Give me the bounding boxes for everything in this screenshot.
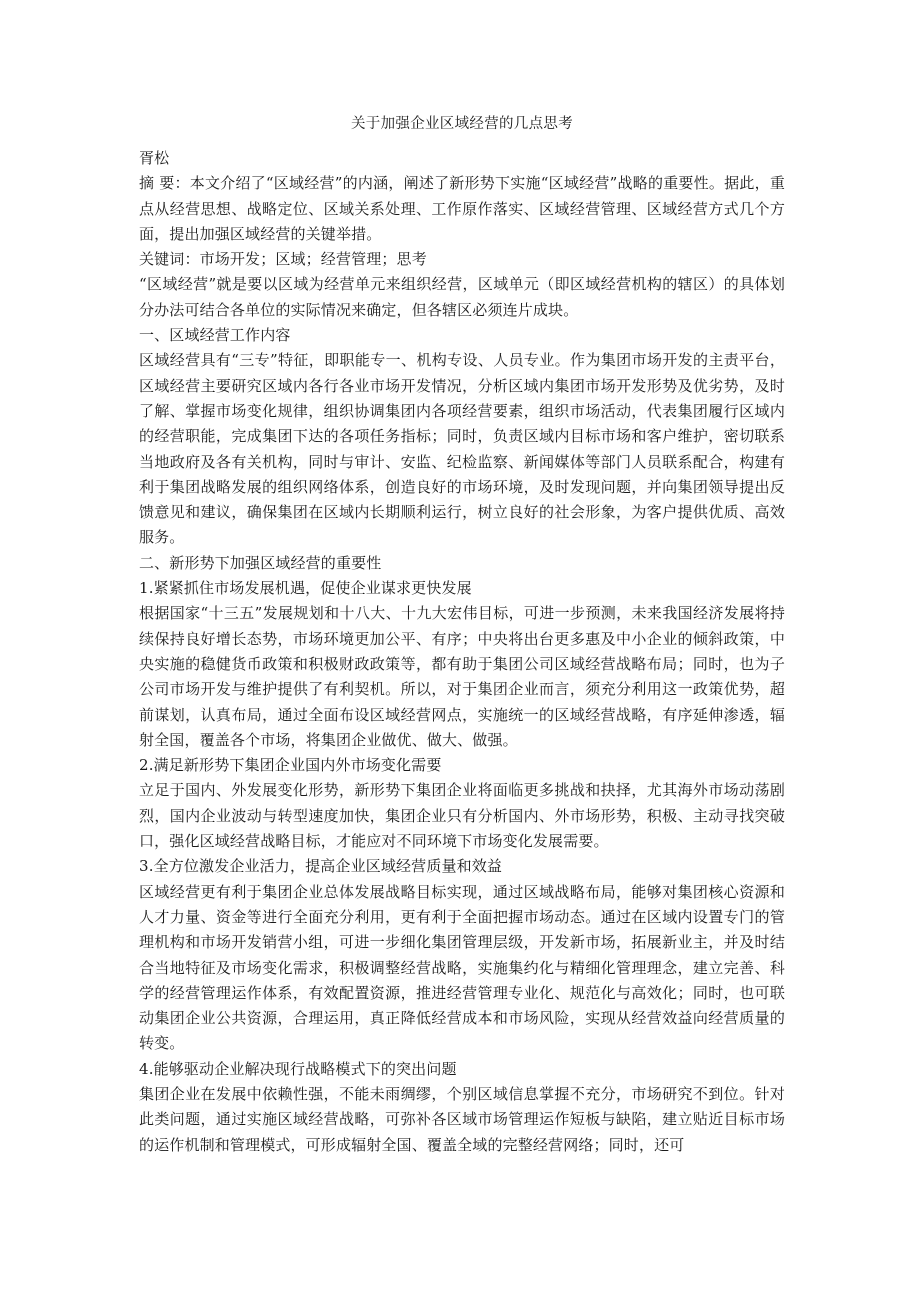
subsection-heading-3: 3.全方位激发企业活力，提高企业区域经营质量和效益 — [139, 857, 503, 876]
document-title: 关于加强企业区域经营的几点思考 — [351, 116, 573, 132]
section-heading-2: 二、新形势下加强区域经营的重要性 — [139, 553, 382, 572]
body-paragraph: 集团企业在发展中依赖性强，不能未雨绸缪，个别区域信息掌握不充分，市场研究不到位。针对此类问题，通过实施区域经营战略，可弥补各区域市场管理运作短板与缺陷，建立贴近目标市场的运作机制和管理模式，可形成辐射全国、覆盖全域的完整经营网络；同时，还可 — [139, 1084, 785, 1154]
body-paragraph: 根据国家“十三五”发展规划和十八大、十九大宏伟目标，可进一步预测，未来我国经济发展将持续保持良好增长态势，市场环境更加公平、有序；中央将出台更多惠及中小企业的倾斜政策，中央实施的稳健货币政策和积极财政政策等，都有助于集团公司区域经营战略布局；同时，也为子公司市场开发与维护提供了有利契机。所以，对于集团企业而言，须充分利用这一政策优势，超前谋划，认真布局，通过全面布设区域经营网点，实施统一的区域经营战略，有序延伸渗透，辐射全国，覆盖各个市场，将集团企业做优、做大、做强。 — [139, 604, 785, 749]
document-page — [139, 112, 785, 1158]
body-paragraph: 立足于国内、外发展变化形势，新形势下集团企业将面临更多挑战和抉择，尤其海外市场动荡剧烈，国内企业波动与转型速度加快，集团企业只有分析国内、外市场形势，积极、主动寻找突破口，强化区域经营战略目标，才能应对不同环境下市场变化发展需要。 — [139, 781, 785, 851]
subsection-heading-1: 1.紧紧抓住市场发展机遇，促使企业谋求更快发展 — [139, 579, 472, 598]
intro-paragraph: “区域经营”就是要以区域为经营单元来组织经营，区域单元（即区域经营机构的辖区）的具体划分办法可结合各单位的实际情况来确定，但各辖区必须连片成块。 — [139, 275, 785, 319]
subsection-heading-4: 4.能够驱动企业解决现行战略模式下的突出问题 — [139, 1059, 457, 1078]
abstract-paragraph: 摘 要：本文介绍了“区域经营”的内涵，阐述了新形势下实施“区域经营”战略的重要性。据此，重点从经营思想、战略定位、区域关系处理、工作原作落实、区域经营管理、区域经营方式几个方面，提出加强区域经营的关键举措。 — [139, 174, 785, 243]
section-heading-1: 一、区域经营工作内容 — [139, 326, 291, 345]
keywords-line: 关键词：市场开发；区域；经营管理；思考 — [139, 250, 427, 269]
body-paragraph: 区域经营更有利于集团企业总体发展战略目标实现，通过区域战略布局，能够对集团核心资源和人才力量、资金等进行全面充分利用，更有利于全面把握市场动态。通过在区域内设置专门的管理机构和市场开发销营小组，可进一步细化集团管理层级，开发新市场，拓展新业主，并及时结合当地特征及市场变化需求，积极调整经营战略，实施集约化与精细化管理理念，建立完善、科学的经营管理运作体系，有效配置资源，推进经营管理专业化、规范化与高效化；同时，也可联动集团企业公共资源，合理运用，真正降低经营成本和市场风险，实现从经营效益向经营质量的转变。 — [139, 882, 785, 1053]
subsection-heading-2: 2.满足新形势下集团企业国内外市场变化需要 — [139, 756, 442, 775]
author-line: 胥松 — [139, 149, 170, 167]
body-paragraph: 区域经营具有“三专”特征，即职能专一、机构专设、人员专业。作为集团市场开发的主责平台，区域经营主要研究区域内各行各业市场开发情况，分析区域内集团市场开发形势及优劣势，及时了解、掌握市场变化规律，组织协调集团内各项经营要素，组织市场活动，代表集团履行区域内的经营职能，完成集团下达的各项任务指标；同时，负责区域内目标市场和客户维护，密切联系当地政府及各有关机构，同时与审计、安监、纪检监察、新闻媒体等部门人员联系配合，构建有利于集团战略发展的组织网络体系，创造良好的市场环境，及时发现问题，并向集团领导提出反馈意见和建议，确保集团在区域内长期顺利运行，树立良好的社会形象，为客户提供优质、高效服务。 — [139, 351, 785, 547]
